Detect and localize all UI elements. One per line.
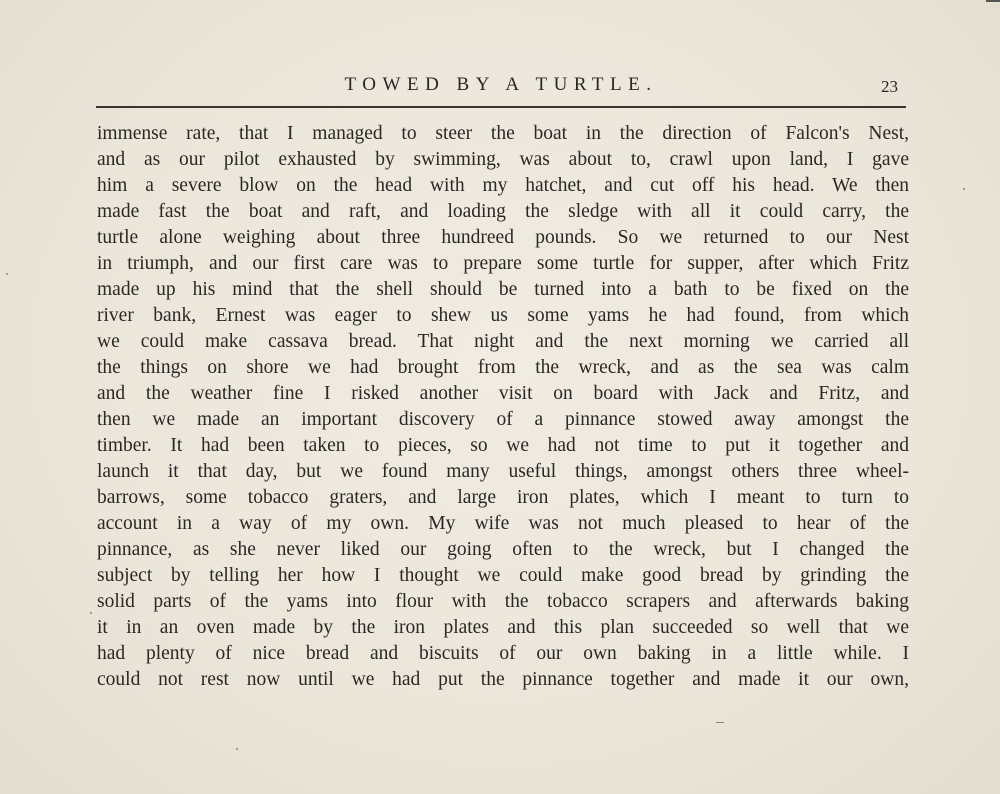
text-line: pinnance, as she never liked our going often to the wreck, but I changed the — [97, 539, 909, 560]
header-rule — [96, 106, 906, 108]
text-line: him a severe blow on the head with my hatchet, and cut off his head. We then — [97, 175, 909, 196]
text-line: launch it that day, but we found many useful things, amongst others three wheel- — [97, 461, 909, 482]
paper-speck — [963, 188, 965, 190]
running-title: TOWED BY A TURTLE. — [344, 74, 658, 95]
body-text — [97, 121, 909, 693]
text-line: could not rest now until we had put the pinnance together and made it our own, — [97, 669, 909, 690]
text-line: solid parts of the yams into flour with the tobacco scrapers and afterwards baking — [97, 591, 909, 612]
text-line: the things on shore we had brought from the wreck, and as the sea was calm — [97, 357, 909, 378]
page-number: 23 — [881, 77, 898, 96]
text-line: and as our pilot exhausted by swimming, was about to, crawl upon land, I gave — [97, 149, 909, 170]
text-line: turtle alone weighing about three hundreed pounds. So we returned to our Nest — [97, 227, 909, 248]
text-line: we could make cassava bread. That night and the next morning we carried all — [97, 331, 909, 352]
text-line: made up his mind that the shell should be turned into a bath to be fixed on the — [97, 279, 909, 300]
text-line: it in an oven made by the iron plates and this plan succeeded so well that we — [97, 617, 909, 638]
text-line: had plenty of nice bread and biscuits of our own baking in a little while. I — [97, 643, 909, 664]
text-line: then we made an important discovery of a pinnance stowed away amongst the — [97, 409, 909, 430]
text-line: immense rate, that I managed to steer the boat in the direction of Falcon's Nest, — [97, 123, 909, 144]
text-line: in triumph, and our first care was to prepare some turtle for supper, after which Fritz — [97, 253, 909, 274]
page-corner-mark — [986, 0, 1000, 2]
text-line: subject by telling her how I thought we could make good bread by grinding the — [97, 565, 909, 586]
paper-speck — [6, 273, 8, 275]
paper-speck — [90, 612, 92, 614]
text-line: made fast the boat and raft, and loading the sledge with all it could carry, the — [97, 201, 909, 222]
paper-speck — [716, 722, 724, 723]
text-line: river bank, Ernest was eager to shew us some yams he had found, from which — [97, 305, 909, 326]
text-line: timber. It had been taken to pieces, so we had not time to put it together and — [97, 435, 909, 456]
text-line: and the weather fine I risked another visit on board with Jack and Fritz, and — [97, 383, 909, 404]
running-head — [96, 72, 906, 100]
text-line: barrows, some tobacco graters, and large iron plates, which I meant to turn to — [97, 487, 909, 508]
paper-speck — [236, 748, 238, 750]
text-line: account in a way of my own. My wife was not much pleased to hear of the — [97, 513, 909, 534]
